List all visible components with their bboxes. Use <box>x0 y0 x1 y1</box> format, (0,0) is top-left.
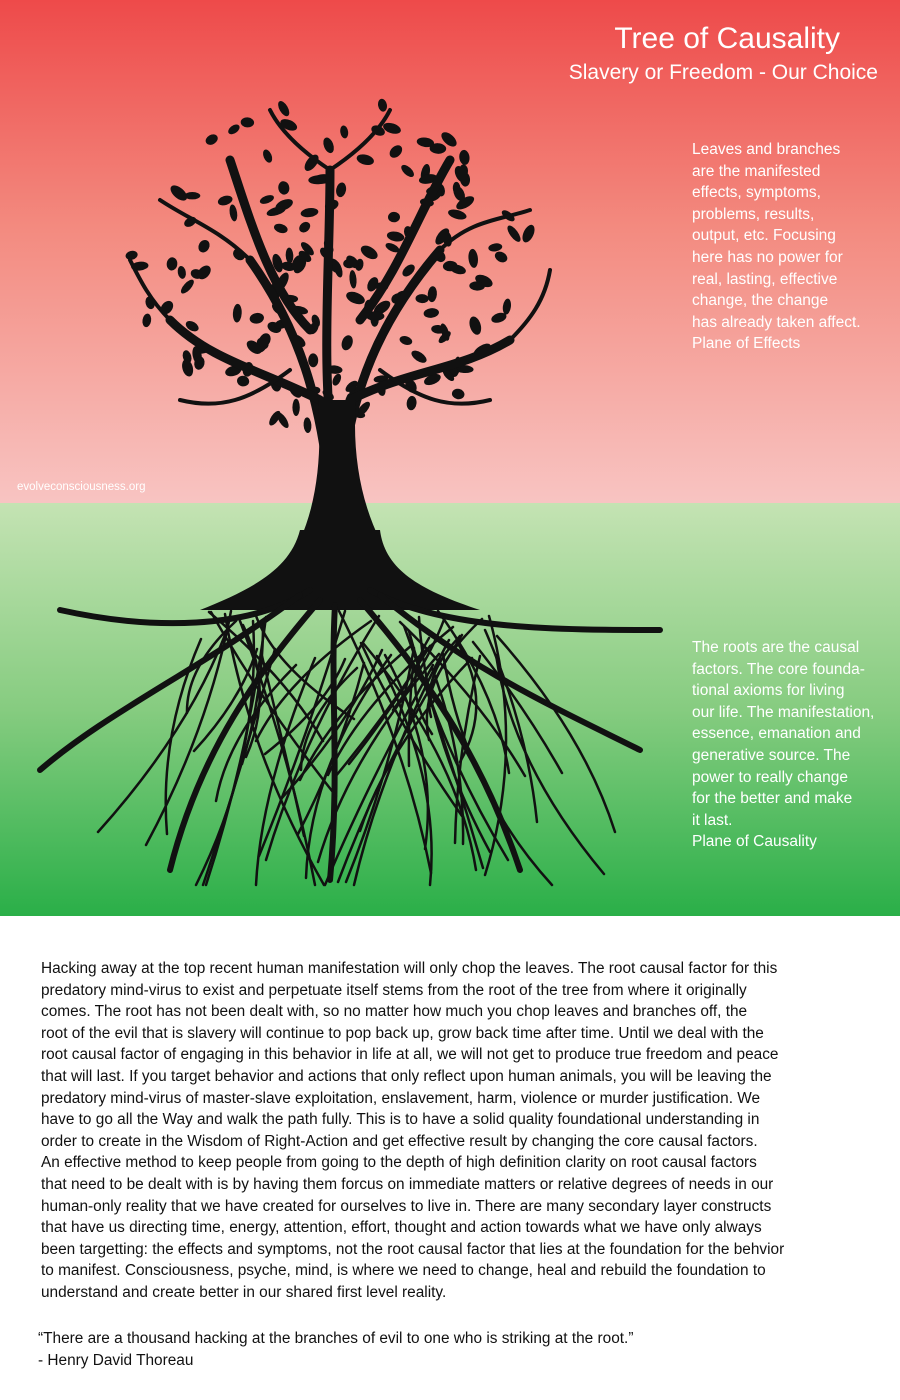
leaf <box>399 163 416 179</box>
leaf <box>177 265 187 279</box>
root-strand <box>339 611 431 873</box>
leaf <box>168 183 190 204</box>
quote-block <box>38 1328 888 1372</box>
leaf <box>166 257 178 271</box>
leaf <box>141 313 152 328</box>
leaf <box>387 143 404 160</box>
leaf <box>502 298 512 315</box>
leaf <box>180 358 195 378</box>
root-strand <box>98 635 225 832</box>
leaf <box>232 304 242 323</box>
leaf <box>249 312 265 325</box>
leaf <box>228 204 238 222</box>
leaf <box>458 149 470 165</box>
quote-text: “There are a thousand hacking at the branches of evil to one who is striking at the root.” <box>38 1330 634 1347</box>
leaf <box>321 136 336 154</box>
leaf <box>292 399 299 416</box>
leaf <box>204 132 220 147</box>
leaf <box>382 121 403 136</box>
root-strand <box>438 611 509 773</box>
leaf <box>467 315 483 336</box>
page-title: Tree of Causality <box>614 22 840 55</box>
root-strand <box>306 655 391 878</box>
leaf <box>273 222 289 235</box>
leaf <box>358 243 379 262</box>
leaf <box>447 208 468 222</box>
leaf <box>179 278 196 296</box>
leaf <box>297 220 312 235</box>
leaf <box>331 372 343 387</box>
leaf <box>488 242 503 252</box>
page-subtitle: Slavery or Freedom - Our Choice <box>568 61 878 84</box>
leaf <box>388 212 400 223</box>
leaf <box>335 182 347 198</box>
leaf <box>261 148 274 164</box>
leaf <box>277 180 290 195</box>
leaf <box>308 353 318 367</box>
leaf <box>520 223 537 244</box>
quote-author: - Henry David Thoreau <box>38 1352 194 1369</box>
leaf <box>451 388 465 401</box>
leaf <box>339 125 349 139</box>
leaf <box>303 417 312 433</box>
leaf <box>240 117 254 128</box>
leaf <box>226 122 241 136</box>
leaf <box>340 334 355 352</box>
leaf <box>423 307 439 318</box>
leaves-note: Leaves and branches are the manifested effects, symptoms, problems, results, output, etc. Focusing here has no power for real, lasting, effective change, the change has already taken affect. Plane of Effects <box>692 141 861 353</box>
leaf <box>196 238 212 255</box>
leaf <box>276 99 292 118</box>
leaf <box>300 207 319 218</box>
leaf <box>505 224 523 244</box>
leaf <box>427 286 438 303</box>
leaf <box>415 294 429 303</box>
leaf <box>493 249 509 264</box>
website-credit: evolveconsciousness.org <box>17 481 146 493</box>
body-paragraph: Hacking away at the top recent human manifestation will only chop the leaves. The root causal factor for this predatory mind-virus to exist and perpetuate itself stems from the root of the tree from where it originally comes. The root has not been dealt with, so no matter how much you chop leaves and branches off, the root of the evil that is slavery will continue to pop back up, grow back time after time. Until we deal with the root causal factor of engaging in this behavior in life at all, we will not get to produce true freedom and peace that will last. If you target behavior and actions that only reflect upon human animals, you will be leaving the predatory mind-virus of master-slave exploitation, enslavement, harm, violence or murder justification. We have to go all the Way and walk the path fully. This is to have a solid quality foundational understanding in order to create in the Wisdom of Right-Action and get effective result by changing the core causal factors. An effective method to keep people from going to the depth of high definition clarity on root causal factors that need to be dealt with is by having them forcus on immediate matters or relative degrees of needs in our human-only reality that we have created for ourselves to live in. There are many secondary layer constructs that have us directing time, energy, attention, effort, thought and action towards what we have only always been targetting: the effects and symptoms, not the root causal factor that lies at the foundation for the behvior to manifest. Consciousness, psyche, mind, is where we need to change, heal and rebuild the foundation to understand and create better in our shared first level reality. <box>41 960 785 1301</box>
leaf <box>259 193 275 205</box>
leaf <box>398 334 413 346</box>
leaf <box>356 153 376 167</box>
root-strand <box>497 636 615 832</box>
leaf <box>377 98 388 112</box>
leaf <box>285 247 293 263</box>
leaf <box>409 348 428 365</box>
leaf <box>468 248 479 268</box>
leaf <box>236 375 250 387</box>
leaf <box>349 270 358 289</box>
roots-note: The roots are the causal factors. The core founda- tional axioms for living our life. The manifestation, essence, emanation and generative source. The power to really change for the better and make it last. Plane of Causality <box>692 639 875 851</box>
leaf <box>386 230 405 243</box>
leaf <box>406 395 417 410</box>
leaf <box>344 289 366 306</box>
